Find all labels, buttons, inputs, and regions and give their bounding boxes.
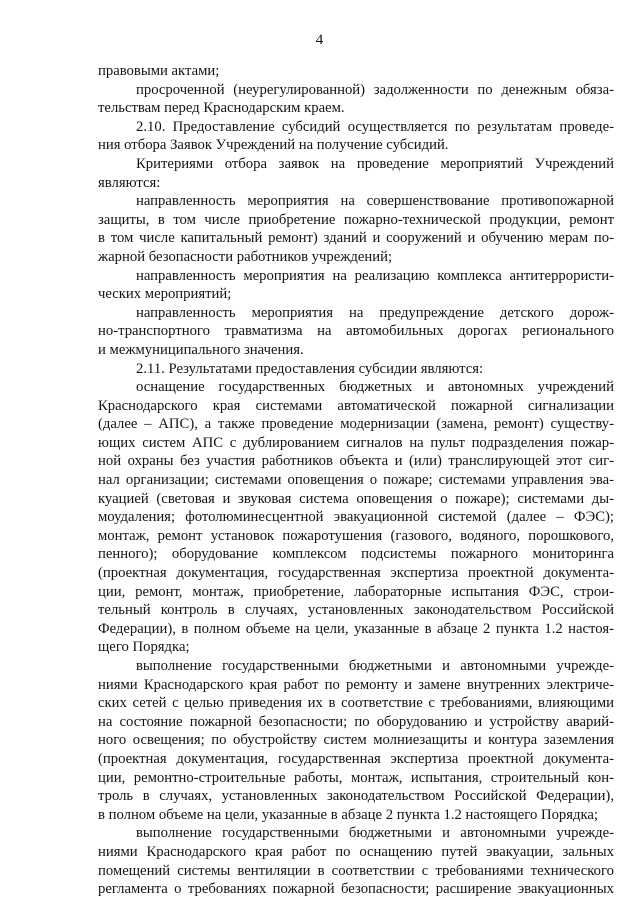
text-line: направленность мероприятия на реализацию комплекса антитеррористи- bbox=[136, 267, 614, 284]
text-line: (далее – АПС), а также проведение модернизации (замена, ремонт) существу- bbox=[98, 416, 614, 433]
text-line: 2.11. Результатами предоставления субсидии являются: bbox=[136, 360, 484, 377]
text-line: Краснодарского края системами автоматической пожарной сигнализации bbox=[98, 397, 614, 414]
text-line: но-транспортного травматизма на автомобильных дорогах регионального bbox=[98, 323, 614, 340]
text-line: (проектная документация, государственная экспертиза проектной документа- bbox=[98, 565, 614, 582]
text-line: ного освещения; по обустройству систем молниезащиты и контура заземления bbox=[98, 732, 614, 749]
text-line: выполнение государственными бюджетными и автономными учрежде- bbox=[136, 825, 614, 842]
text-line: пенного); оборудование комплексом подсистемы пожарного мониторинга bbox=[98, 546, 614, 563]
text-line: ния отбора Заявок Учреждений на получение субсидий. bbox=[98, 137, 449, 154]
text-line: ских сетей с целью приведения их в соответствие с требованиями, влияющими bbox=[98, 695, 614, 712]
text-line: выполнение государственными бюджетными и автономными учрежде- bbox=[136, 658, 614, 674]
text-line: троль в случаях, установленных законодательством Российской Федерации), bbox=[98, 788, 614, 805]
text-line: Федерации), в полном объеме на цели, указанные в абзаце 2 пункта 1.2 настоя- bbox=[98, 620, 614, 637]
text-line: регламента о требованиях пожарной безопасности; расширение эвакуационных bbox=[98, 881, 614, 898]
text-line: щего Порядка; bbox=[98, 639, 190, 656]
text-line: просроченной (неурегулированной) задолженности по денежным обяза- bbox=[136, 81, 614, 98]
text-line: Критериями отбора заявок на проведение мероприятий Учреждений bbox=[136, 155, 614, 172]
text-line: помещений системы вентиляции в соответствии с требованиями технического bbox=[98, 862, 614, 879]
text-line: направленность мероприятия на совершенствование противопожарной bbox=[136, 193, 614, 210]
text-line: ции, ремонтно-строительные работы, монтаж, испытания, строительный кон- bbox=[98, 769, 614, 786]
text-line: нал организации; системами оповещения о пожаре; системами управления эва- bbox=[98, 472, 614, 489]
document-body bbox=[98, 62, 614, 899]
text-line: защиты, в том числе приобретение пожарно-технической продукции, ремонт bbox=[98, 211, 614, 228]
text-line: куацией (световая и звуковая система оповещения о пожаре); системами ды- bbox=[98, 490, 614, 507]
text-line: в том числе капитальный ремонт) зданий и сооружений и обучению мерам по- bbox=[98, 230, 614, 247]
text-line: ции, ремонт, монтаж, приобретение, лабораторные испытания ФЭС, строи- bbox=[98, 583, 614, 600]
text-line: и межмуниципального значения. bbox=[98, 341, 304, 358]
text-line: монтаж, ремонт установок пожаротушения (газового, водяного, порошкового, bbox=[98, 527, 614, 544]
text-line: тельный контроль в случаях, установленных законодательством Российской bbox=[98, 602, 614, 619]
text-line: ниями Краснодарского края работ по ремонту и замене внутренних электриче- bbox=[98, 676, 614, 693]
text-line: оснащение государственных бюджетных и автономных учреждений bbox=[136, 379, 614, 396]
text-line: жарной безопасности работников учреждений; bbox=[98, 248, 393, 265]
text-line: ниями Краснодарского края работ по оснащению путей эвакуации, зальных bbox=[98, 843, 614, 860]
text-line: тельствам перед Краснодарским краем. bbox=[98, 100, 345, 117]
text-line: 2.10. Предоставление субсидий осуществляется по результатам проведе- bbox=[136, 118, 614, 135]
text-line: ной охраны без участия работников объекта и (или) транслирующей этот сиг- bbox=[98, 453, 614, 470]
text-line: (проектная документация, государственная экспертиза проектной документа- bbox=[98, 750, 614, 767]
text-line: в полном объеме на цели, указанные в абзаце 2 пункта 1.2 настоящего Порядка; bbox=[98, 806, 599, 823]
text-line: правовыми актами; bbox=[98, 63, 220, 79]
text-line: ющих систем АПС с дублированием сигналов на пульт подразделения пожар- bbox=[98, 434, 614, 451]
text-line: моудаления; фотолюминесцентной эвакуационной системой (далее – ФЭС); bbox=[98, 509, 614, 526]
text-line: направленность мероприятия на предупреждение детского дорож- bbox=[136, 304, 614, 321]
text-line: ческих мероприятий; bbox=[98, 286, 232, 303]
page-number: 4 bbox=[315, 32, 324, 48]
text-line: являются: bbox=[98, 174, 161, 191]
text-line: на состояние пожарной безопасности; по оборудованию и устройству аварий- bbox=[98, 713, 614, 730]
